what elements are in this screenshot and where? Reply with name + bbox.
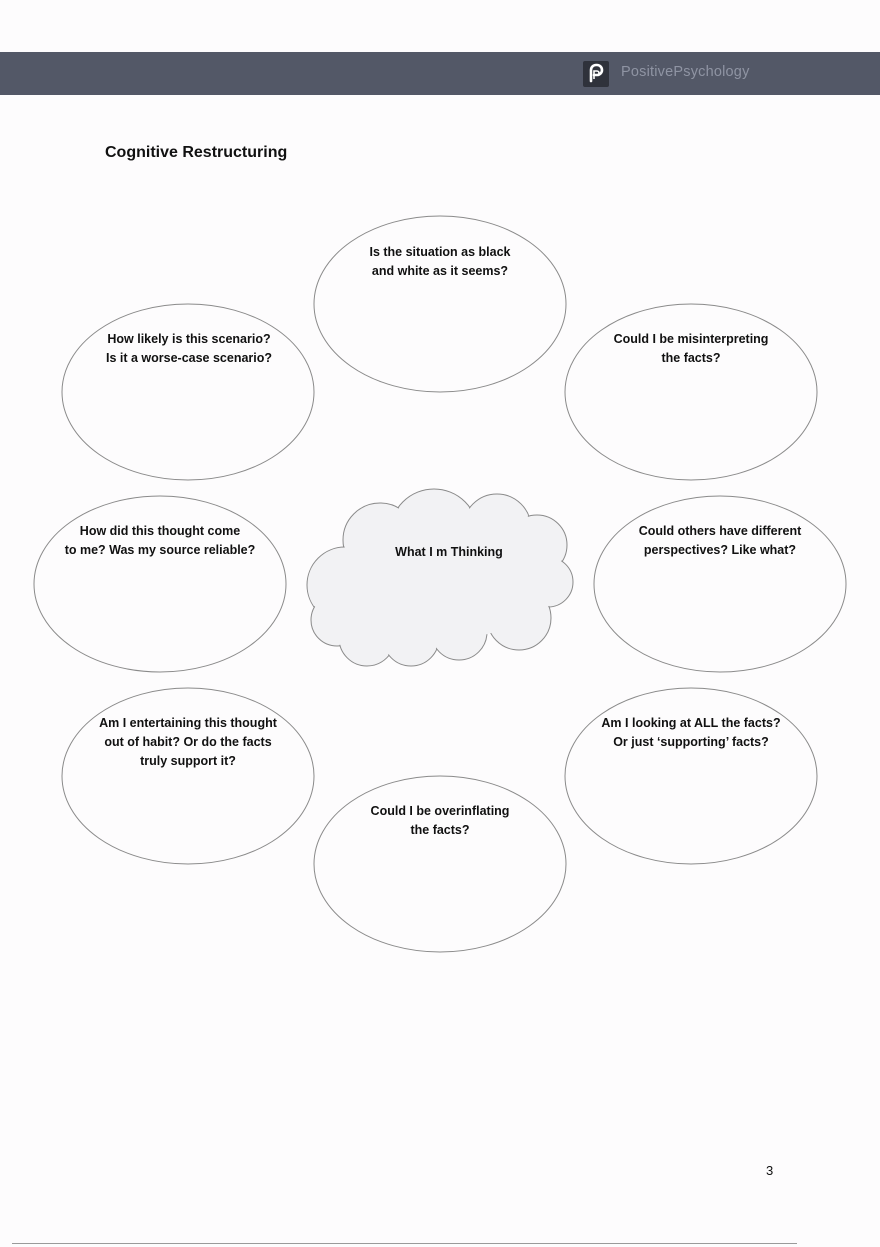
- prompt-lower-right: Am I looking at ALL the facts? Or just ‘supporting’ facts?: [601, 716, 781, 749]
- prompt-mid-right: Could others have different perspectives? Like what?: [638, 524, 802, 557]
- prompt-mid-left: How did this thought come to me? Was my source reliable?: [64, 524, 256, 557]
- prompt-lower-left: Am I entertaining this thought out of habit? Or do the facts truly support it?: [99, 716, 277, 768]
- prompt-upper-right: Could I be misinterpreting the facts?: [613, 332, 769, 365]
- footer-divider: [12, 1243, 797, 1244]
- prompt-bottom: Could I be overinflating the facts?: [370, 804, 510, 837]
- brand-name: PositivePsychology: [621, 64, 750, 80]
- center-thought-label: What I m Thinking: [395, 545, 503, 559]
- prompt-top: Is the situation as black and white as it seems?: [369, 245, 511, 278]
- page-title: Cognitive Restructuring: [105, 144, 288, 161]
- page-number: 3: [766, 1163, 774, 1178]
- prompt-upper-left: How likely is this scenario? Is it a worse-case scenario?: [105, 332, 273, 365]
